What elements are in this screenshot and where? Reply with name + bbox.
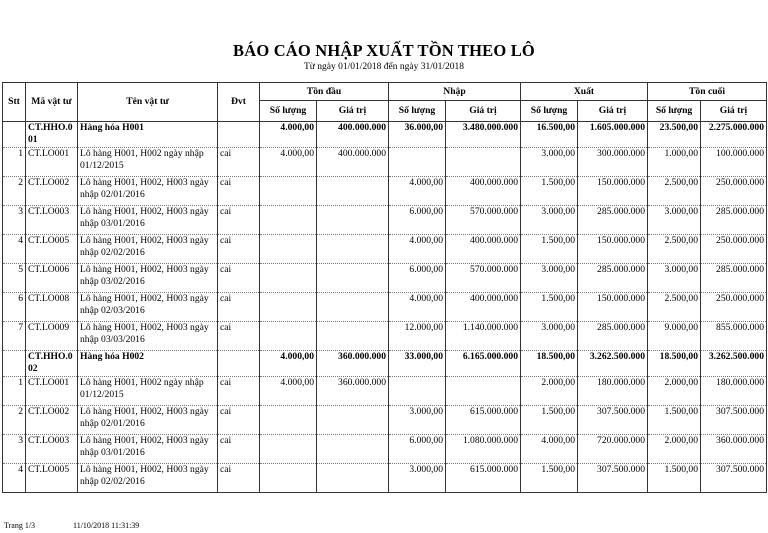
cell-issue-value: 1.605.000.000 xyxy=(578,122,648,148)
cell-item-code: CT.LO001 xyxy=(26,148,78,177)
cell-receipt-qty: 6.000,00 xyxy=(389,435,446,464)
cell-opening-value xyxy=(317,464,389,493)
header-item-code: Mã vật tư xyxy=(26,83,78,122)
header-value: Giá trị xyxy=(701,101,767,122)
cell-closing-qty: 2.000,00 xyxy=(648,435,701,464)
cell-issue-value: 285.000.000 xyxy=(578,206,648,235)
cell-issue-value: 285.000.000 xyxy=(578,264,648,293)
cell-receipt-value xyxy=(446,148,521,177)
table-row xyxy=(3,177,767,206)
cell-issue-value: 150.000.000 xyxy=(578,293,648,322)
cell-receipt-qty: 36.000,00 xyxy=(389,122,446,148)
cell-closing-qty: 18.500,00 xyxy=(648,351,701,377)
table-row xyxy=(3,377,767,406)
print-timestamp: 11/10/2018 11:31:39 xyxy=(73,521,140,530)
cell-unit: cai xyxy=(218,406,260,435)
cell-receipt-value: 570.000.000 xyxy=(446,206,521,235)
cell-closing-qty: 2.500,00 xyxy=(648,235,701,264)
page-number: Trang 1/3 xyxy=(4,521,36,530)
table-row xyxy=(3,148,767,177)
cell-closing-value: 285.000.000 xyxy=(701,206,767,235)
header-closing-stock: Tồn cuối xyxy=(648,83,767,101)
cell-opening-qty: 4.000,00 xyxy=(260,351,317,377)
cell-stt: 1 xyxy=(3,148,26,177)
cell-item-name: Lô hàng H001, H002, H003 ngày nhập 03/02/2016 xyxy=(78,264,218,293)
cell-closing-qty: 2.500,00 xyxy=(648,177,701,206)
cell-opening-value: 360.000.000 xyxy=(317,351,389,377)
cell-item-name: Hàng hóa H001 xyxy=(78,122,218,148)
cell-issue-value: 150.000.000 xyxy=(578,177,648,206)
cell-item-name: Lô hàng H001, H002, H003 ngày nhập 02/02/2016 xyxy=(78,235,218,264)
cell-item-code: CT.LO002 xyxy=(26,177,78,206)
report-title: BÁO CÁO NHẬP XUẤT TỒN THEO LÔ xyxy=(233,41,535,60)
cell-item-code: CT.HHO.001 xyxy=(26,122,78,148)
cell-unit: cai xyxy=(218,322,260,351)
cell-closing-value: 285.000.000 xyxy=(701,264,767,293)
cell-stt: 3 xyxy=(3,206,26,235)
cell-stt: 7 xyxy=(3,322,26,351)
header-quantity: Số lượng xyxy=(260,101,317,122)
cell-issue-qty: 3.000,00 xyxy=(521,264,578,293)
cell-item-code: CT.LO002 xyxy=(26,406,78,435)
cell-issue-qty: 4.000,00 xyxy=(521,435,578,464)
cell-item-code: CT.LO003 xyxy=(26,206,78,235)
cell-item-name: Lô hàng H001, H002 ngày nhập 01/12/2015 xyxy=(78,148,218,177)
cell-stt xyxy=(3,122,26,148)
table-row xyxy=(3,264,767,293)
cell-closing-qty: 2.000,00 xyxy=(648,377,701,406)
cell-opening-qty: 4.000,00 xyxy=(260,148,317,177)
cell-issue-value: 3.262.500.000 xyxy=(578,351,648,377)
cell-closing-value: 100.000.000 xyxy=(701,148,767,177)
cell-closing-value: 250.000.000 xyxy=(701,235,767,264)
cell-opening-value xyxy=(317,322,389,351)
cell-item-name: Lô hàng H001, H002, H003 ngày nhập 02/01/2016 xyxy=(78,406,218,435)
cell-closing-value: 180.000.000 xyxy=(701,377,767,406)
cell-stt: 4 xyxy=(3,464,26,493)
cell-receipt-qty: 6.000,00 xyxy=(389,206,446,235)
cell-closing-value: 360.000.000 xyxy=(701,435,767,464)
cell-receipt-value: 400.000.000 xyxy=(446,235,521,264)
cell-stt: 4 xyxy=(3,235,26,264)
header-receipts: Nhập xyxy=(389,83,521,101)
cell-item-name: Lô hàng H001, H002 ngày nhập 01/12/2015 xyxy=(78,377,218,406)
cell-issue-qty: 3.000,00 xyxy=(521,206,578,235)
header-opening-stock: Tồn đầu xyxy=(260,83,389,101)
cell-issue-qty: 1.500,00 xyxy=(521,406,578,435)
cell-receipt-value: 3.480.000.000 xyxy=(446,122,521,148)
header-item-name: Tên vật tư xyxy=(78,83,218,122)
cell-item-code: CT.LO005 xyxy=(26,235,78,264)
cell-closing-qty: 1.500,00 xyxy=(648,406,701,435)
header-quantity: Số lượng xyxy=(521,101,578,122)
cell-receipt-value: 400.000.000 xyxy=(446,177,521,206)
cell-closing-qty: 1.000,00 xyxy=(648,148,701,177)
cell-closing-qty: 3.000,00 xyxy=(648,264,701,293)
table-row xyxy=(3,322,767,351)
header-unit: Đvt xyxy=(218,83,260,122)
cell-closing-value: 855.000.000 xyxy=(701,322,767,351)
cell-receipt-value xyxy=(446,377,521,406)
table-row xyxy=(3,293,767,322)
cell-receipt-qty: 3.000,00 xyxy=(389,406,446,435)
cell-closing-value: 2.275.000.000 xyxy=(701,122,767,148)
cell-opening-qty xyxy=(260,464,317,493)
cell-receipt-value: 615.000.000 xyxy=(446,406,521,435)
cell-closing-qty: 3.000,00 xyxy=(648,206,701,235)
cell-stt: 1 xyxy=(3,377,26,406)
cell-closing-qty: 9.000,00 xyxy=(648,322,701,351)
cell-unit: cai xyxy=(218,435,260,464)
cell-receipt-qty: 33.000,00 xyxy=(389,351,446,377)
cell-issue-value: 150.000.000 xyxy=(578,235,648,264)
cell-item-name: Hàng hóa H002 xyxy=(78,351,218,377)
cell-issue-qty: 16.500,00 xyxy=(521,122,578,148)
cell-item-name: Lô hàng H001, H002, H003 ngày nhập 02/01/2016 xyxy=(78,177,218,206)
cell-unit xyxy=(218,122,260,148)
cell-stt: 5 xyxy=(3,264,26,293)
table-row xyxy=(3,206,767,235)
cell-issue-qty: 1.500,00 xyxy=(521,464,578,493)
table-header xyxy=(3,83,767,122)
cell-issue-qty: 3.000,00 xyxy=(521,148,578,177)
cell-issue-qty: 18.500,00 xyxy=(521,351,578,377)
cell-receipt-value: 570.000.000 xyxy=(446,264,521,293)
cell-issue-qty: 1.500,00 xyxy=(521,177,578,206)
cell-item-name: Lô hàng H001, H002, H003 ngày nhập 02/02/2016 xyxy=(78,464,218,493)
cell-issue-qty: 1.500,00 xyxy=(521,293,578,322)
cell-item-code: CT.LO001 xyxy=(26,377,78,406)
cell-item-name: Lô hàng H001, H002, H003 ngày nhập 02/03/2016 xyxy=(78,293,218,322)
cell-opening-qty xyxy=(260,264,317,293)
cell-item-code: CT.HHO.002 xyxy=(26,351,78,377)
cell-stt xyxy=(3,351,26,377)
table-row xyxy=(3,235,767,264)
cell-opening-qty xyxy=(260,406,317,435)
cell-unit: cai xyxy=(218,148,260,177)
cell-issue-qty: 2.000,00 xyxy=(521,377,578,406)
cell-unit: cai xyxy=(218,293,260,322)
cell-opening-qty xyxy=(260,235,317,264)
cell-opening-value xyxy=(317,435,389,464)
cell-stt: 6 xyxy=(3,293,26,322)
cell-opening-qty xyxy=(260,435,317,464)
cell-receipt-value: 1.080.000.000 xyxy=(446,435,521,464)
cell-receipt-qty: 4.000,00 xyxy=(389,177,446,206)
cell-unit xyxy=(218,351,260,377)
cell-receipt-value: 400.000.000 xyxy=(446,293,521,322)
cell-stt: 2 xyxy=(3,406,26,435)
cell-stt: 2 xyxy=(3,177,26,206)
cell-opening-qty xyxy=(260,177,317,206)
cell-unit: cai xyxy=(218,264,260,293)
table-row xyxy=(3,464,767,493)
header-issues: Xuất xyxy=(521,83,648,101)
cell-opening-value xyxy=(317,293,389,322)
cell-opening-value xyxy=(317,406,389,435)
cell-item-code: CT.LO009 xyxy=(26,322,78,351)
cell-stt: 3 xyxy=(3,435,26,464)
cell-item-code: CT.LO008 xyxy=(26,293,78,322)
cell-receipt-qty xyxy=(389,148,446,177)
cell-receipt-value: 615.000.000 xyxy=(446,464,521,493)
group-row xyxy=(3,351,767,377)
cell-opening-qty xyxy=(260,293,317,322)
cell-item-code: CT.LO005 xyxy=(26,464,78,493)
inventory-report-table xyxy=(2,82,767,493)
cell-unit: cai xyxy=(218,177,260,206)
cell-item-code: CT.LO006 xyxy=(26,264,78,293)
cell-receipt-qty: 3.000,00 xyxy=(389,464,446,493)
cell-issue-value: 307.500.000 xyxy=(578,406,648,435)
table-row xyxy=(3,406,767,435)
cell-receipt-qty: 12.000,00 xyxy=(389,322,446,351)
cell-issue-value: 307.500.000 xyxy=(578,464,648,493)
cell-receipt-value: 6.165.000.000 xyxy=(446,351,521,377)
cell-opening-value xyxy=(317,206,389,235)
cell-unit: cai xyxy=(218,377,260,406)
cell-item-name: Lô hàng H001, H002, H003 ngày nhập 03/03/2016 xyxy=(78,322,218,351)
cell-item-code: CT.LO003 xyxy=(26,435,78,464)
cell-opening-qty xyxy=(260,206,317,235)
cell-issue-value: 180.000.000 xyxy=(578,377,648,406)
cell-closing-value: 250.000.000 xyxy=(701,177,767,206)
cell-closing-value: 307.500.000 xyxy=(701,464,767,493)
cell-issue-qty: 3.000,00 xyxy=(521,322,578,351)
header-value: Giá trị xyxy=(446,101,521,122)
cell-issue-value: 300.000.000 xyxy=(578,148,648,177)
cell-issue-value: 285.000.000 xyxy=(578,322,648,351)
table-body xyxy=(3,122,767,493)
cell-receipt-qty: 4.000,00 xyxy=(389,293,446,322)
cell-closing-value: 307.500.000 xyxy=(701,406,767,435)
cell-receipt-qty: 6.000,00 xyxy=(389,264,446,293)
header-quantity: Số lượng xyxy=(648,101,701,122)
cell-opening-value: 400.000.000 xyxy=(317,122,389,148)
cell-closing-value: 3.262.500.000 xyxy=(701,351,767,377)
header-stt: Stt xyxy=(3,83,26,122)
table-row xyxy=(3,435,767,464)
cell-opening-value xyxy=(317,264,389,293)
header-value: Giá trị xyxy=(317,101,389,122)
cell-opening-value xyxy=(317,177,389,206)
report-date-range: Từ ngày 01/01/2018 đến ngày 31/01/2018 xyxy=(303,62,465,72)
cell-opening-qty xyxy=(260,322,317,351)
cell-closing-qty: 1.500,00 xyxy=(648,464,701,493)
cell-receipt-qty: 4.000,00 xyxy=(389,235,446,264)
cell-closing-qty: 2.500,00 xyxy=(648,293,701,322)
group-row xyxy=(3,122,767,148)
header-value: Giá trị xyxy=(578,101,648,122)
cell-item-name: Lô hàng H001, H002, H003 ngày nhập 03/01/2016 xyxy=(78,435,218,464)
cell-item-name: Lô hàng H001, H002, H003 ngày nhập 03/01/2016 xyxy=(78,206,218,235)
cell-issue-value: 720.000.000 xyxy=(578,435,648,464)
cell-unit: cai xyxy=(218,464,260,493)
cell-closing-qty: 23.500,00 xyxy=(648,122,701,148)
cell-opening-value xyxy=(317,235,389,264)
cell-opening-value: 360.000.000 xyxy=(317,377,389,406)
cell-issue-qty: 1.500,00 xyxy=(521,235,578,264)
header-quantity: Số lượng xyxy=(389,101,446,122)
cell-receipt-qty xyxy=(389,377,446,406)
cell-unit: cai xyxy=(218,235,260,264)
cell-opening-value: 400.000.000 xyxy=(317,148,389,177)
cell-receipt-value: 1.140.000.000 xyxy=(446,322,521,351)
cell-closing-value: 250.000.000 xyxy=(701,293,767,322)
cell-unit: cai xyxy=(218,206,260,235)
cell-opening-qty: 4.000,00 xyxy=(260,122,317,148)
cell-opening-qty: 4.000,00 xyxy=(260,377,317,406)
